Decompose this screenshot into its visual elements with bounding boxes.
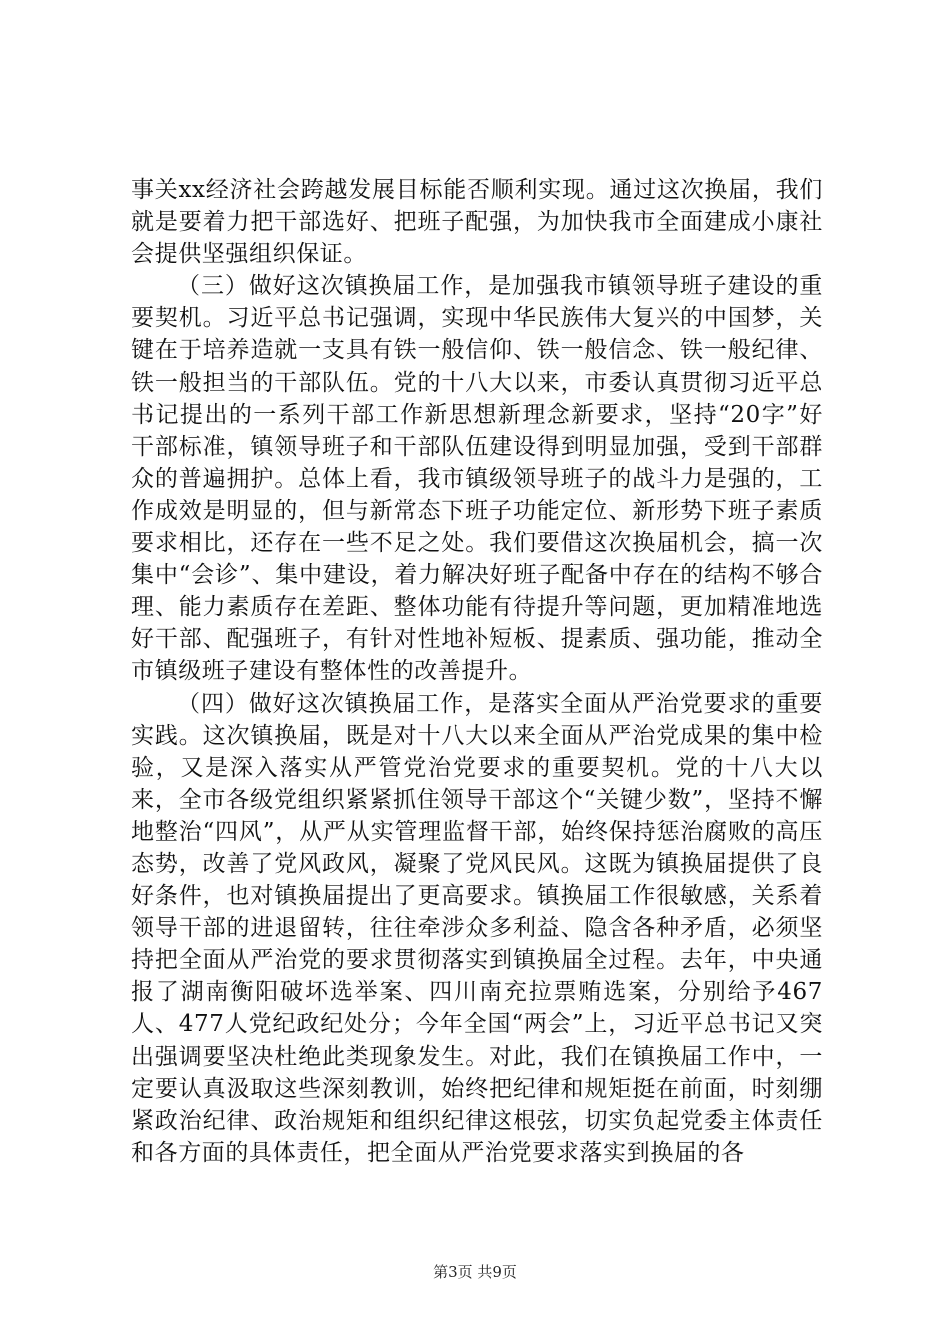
paragraph-section-four: （四）做好这次镇换届工作，是落实全面从严治党要求的重要实践。这次镇换届，既是对十八大以来全面从严治党成果的集中检验，又是深入落实从严管党治党要求的重要契机。党的十八大以来，全市各级党组织紧紧抓住领导干部这个“关键少数”，坚持不懈地整治“四风”，从严从实管理监督干部，始终保持惩治腐败的高压态势，改善了党风政风，凝聚了党风民风。这既为镇换届提供了良好条件，也对镇换届提出了更高要求。镇换届工作很敏感，关系着领导干部的进退留转，往往牵涉众多利益、隐含各种矛盾，必须坚持把全面从严治党的要求贯彻落实到镇换届全过程。去年，中央通报了湖南衡阳破坏选举案、四川南充拉票贿选案，分别给予467人、477人党纪政纪处分；今年全国“两会”上，习近平总书记又突出强调要坚决杜绝此类现象发生。对此，我们在镇换届工作中，一定要认真汲取这些深刻教训，始终把纪律和规矩挺在前面，时刻绷紧政治纪律、政治规矩和组织纪律这根弦，切实负起党委主体责任和各方面的具体责任，把全面从严治党要求落实到换届的各 [131,690,823,1166]
paragraph-section-three: （三）做好这次镇换届工作，是加强我市镇领导班子建设的重要契机。习近平总书记强调，实现中华民族伟大复兴的中国梦，关键在于培养造就一支具有铁一般信仰、铁一般信念、铁一般纪律、铁一般担当的干部队伍。党的十八大以来，市委认真贯彻习近平总书记提出的一系列干部工作新思想新理念新要求，坚持“20字”好干部标准，镇领导班子和干部队伍建设得到明显加强，受到干部群众的普遍拥护。总体上看，我市镇级领导班子的战斗力是强的，工作成效是明显的，但与新常态下班子功能定位、新形势下班子素质要求相比，还存在一些不足之处。我们要借这次换届机会，搞一次集中“会诊”、集中建设，着力解决好班子配备中存在的结构不够合理、能力素质存在差距、整体功能有待提升等问题，更加精准地选好干部、配强班子，有针对性地补短板、提素质、强功能，推动全市镇级班子建设有整体性的改善提升。 [131,273,823,685]
paragraph-continuation: 事关xx经济社会跨越发展目标能否顺利实现。通过这次换届，我们就是要着力把干部选好、把班子配强，为加快我市全面建成小康社会提供坚强组织保证。 [131,177,823,268]
page-number-footer: 第3页 共9页 [433,1263,517,1281]
document-body [131,174,823,1169]
